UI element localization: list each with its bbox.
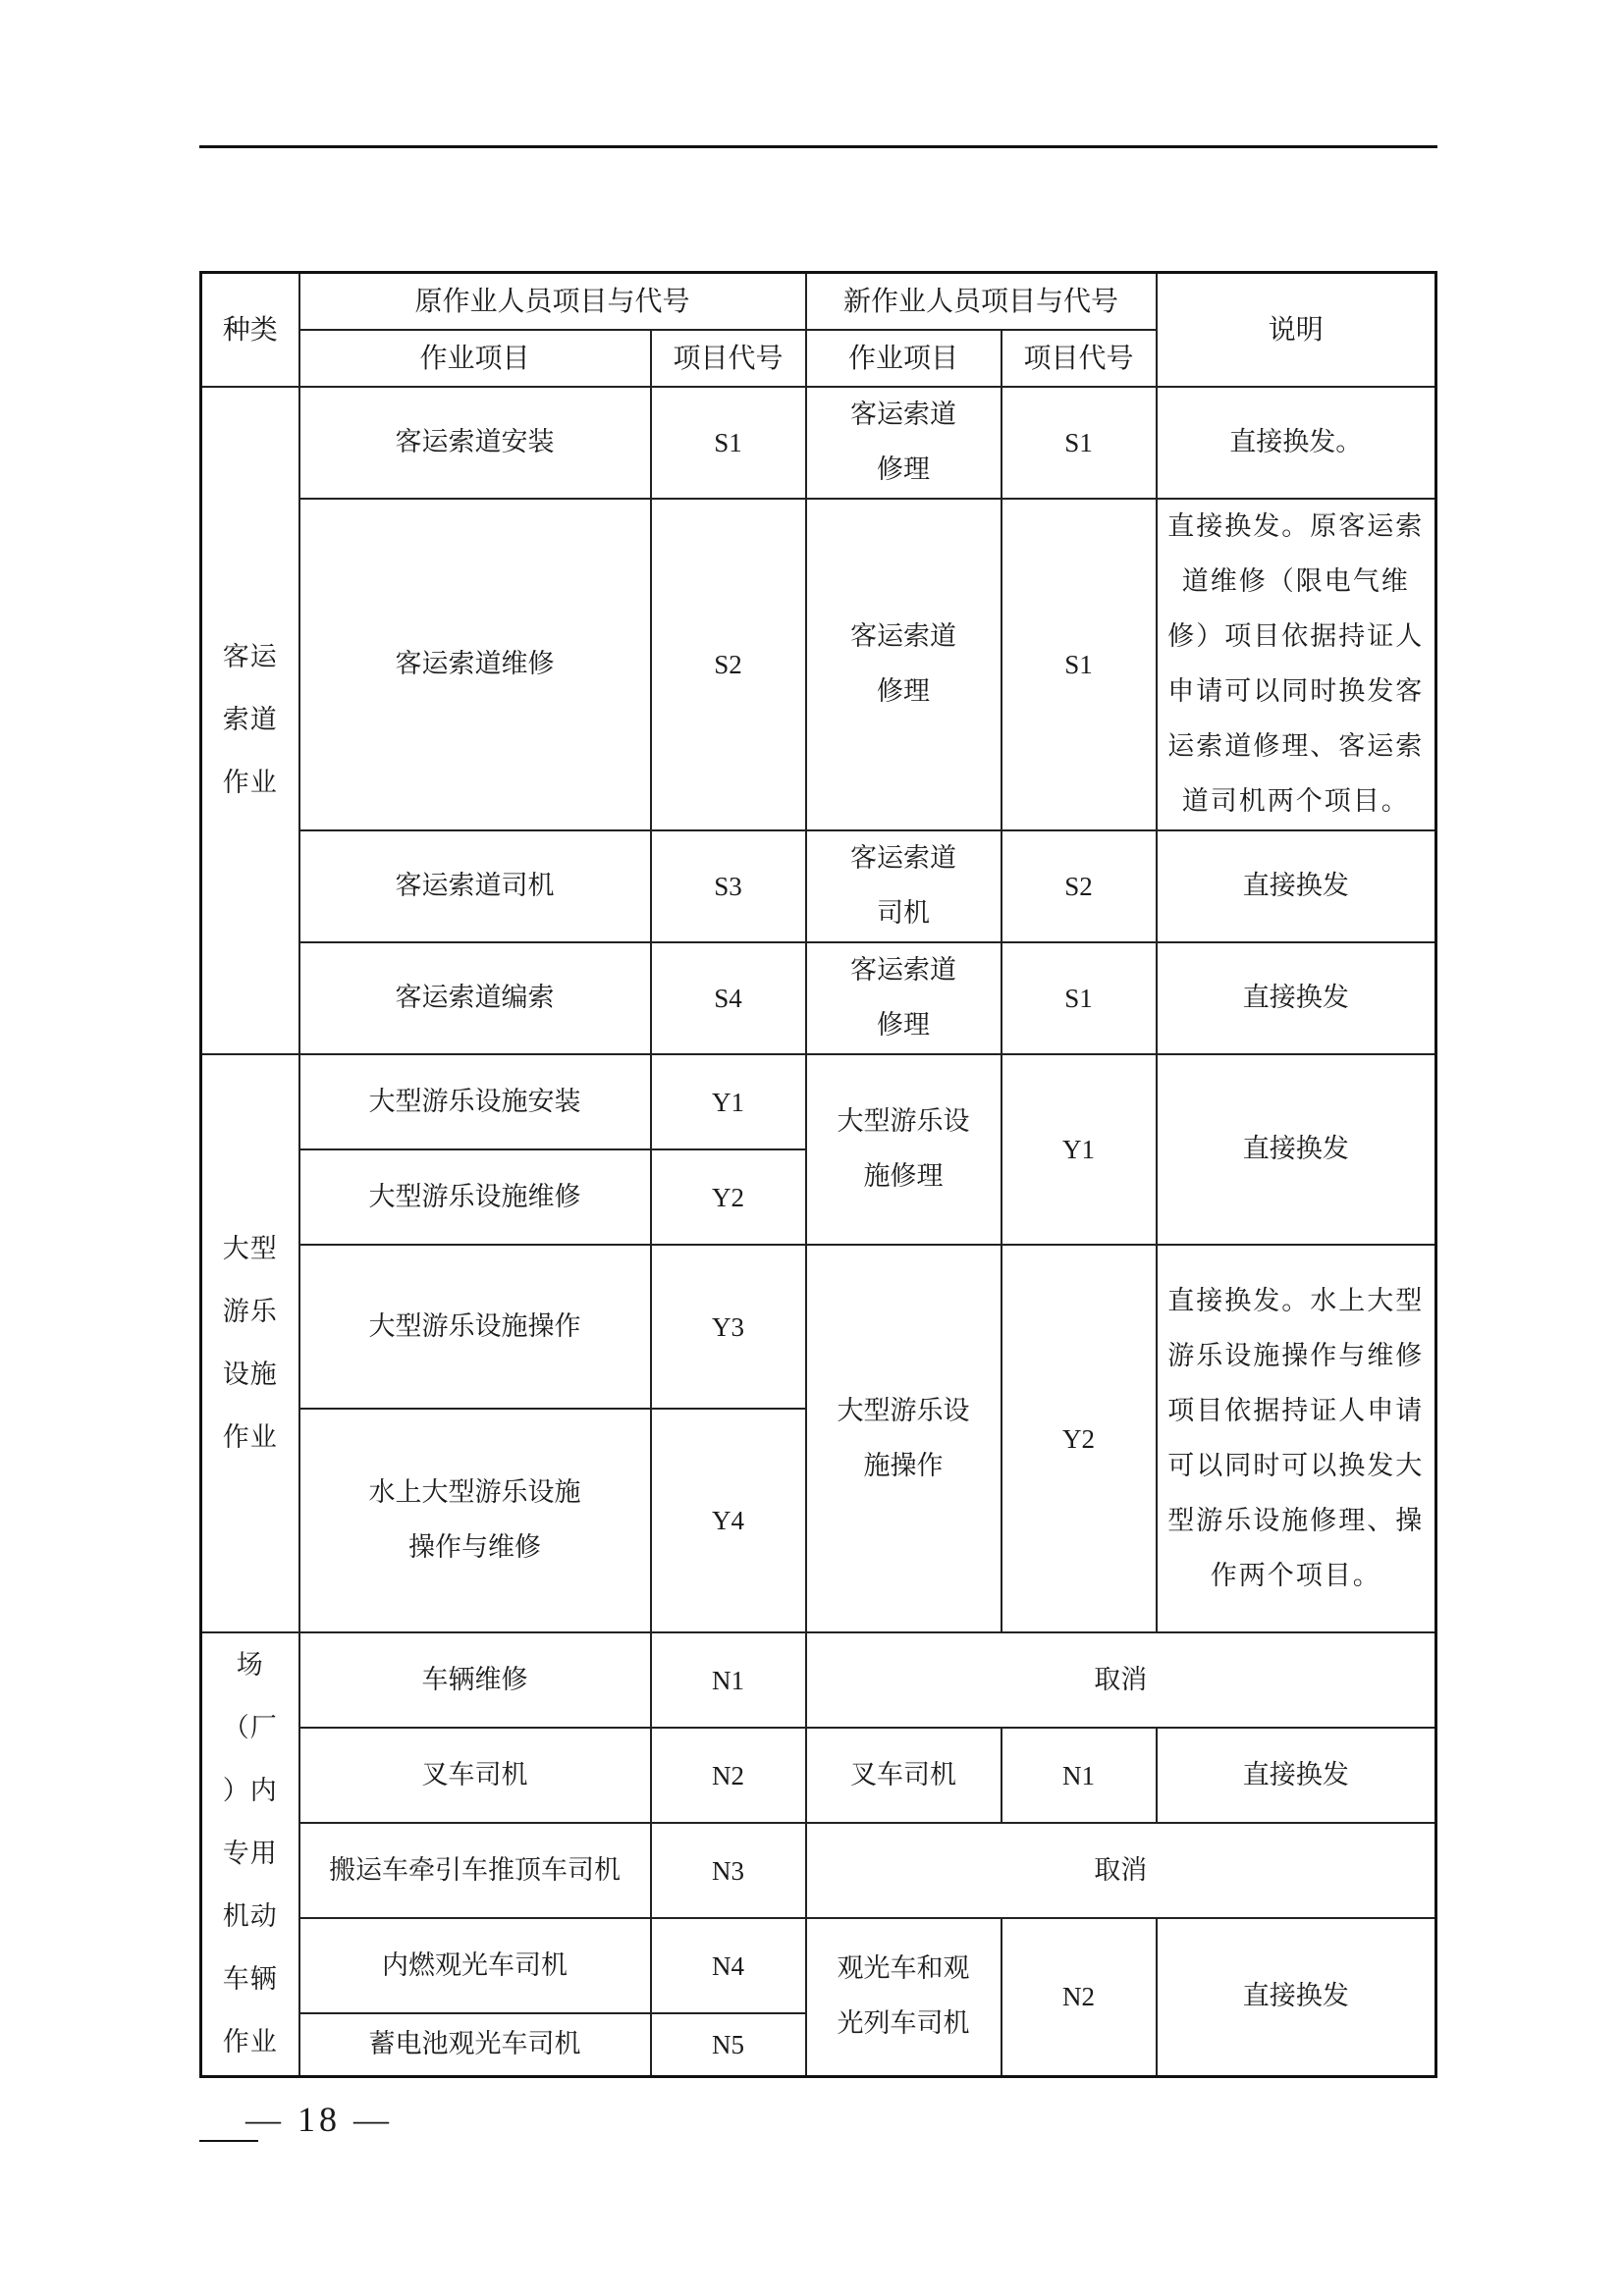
old-code: N3 [651,1823,806,1918]
old-item: 内燃观光车司机 [299,1918,651,2013]
new-item: 大型游乐设 施操作 [806,1245,1001,1632]
header-old-item: 作业项目 [299,330,651,387]
old-item: 搬运车牵引车推顶车司机 [299,1823,651,1918]
new-code: S1 [1001,387,1157,499]
category-amusement: 大型 游乐 设施 作业 [201,1054,299,1632]
new-code: Y2 [1001,1245,1157,1632]
old-item: 大型游乐设施安装 [299,1054,651,1149]
cancel-cell: 取消 [806,1632,1436,1728]
old-item: 蓄电池观光车司机 [299,2013,651,2076]
new-code: S1 [1001,942,1157,1054]
old-item: 车辆维修 [299,1632,651,1728]
header-new-group: 新作业人员项目与代号 [806,273,1157,331]
note: 直接换发。 [1157,387,1436,499]
old-item: 客运索道司机 [299,830,651,942]
note: 直接换发 [1157,830,1436,942]
old-item: 客运索道编索 [299,942,651,1054]
new-code: N2 [1001,1918,1157,2076]
header-old-group: 原作业人员项目与代号 [299,273,806,331]
header-rule [199,145,1437,148]
note: 直接换发。原客运索道维修（限电气维修）项目依据持证人申请可以同时换发客运索道修理、客运索道司机两个项目。 [1157,499,1436,830]
new-item: 大型游乐设 施修理 [806,1054,1001,1245]
new-item: 客运索道 修理 [806,499,1001,830]
old-code: Y1 [651,1054,806,1149]
cancel-cell: 取消 [806,1823,1436,1918]
header-new-code: 项目代号 [1001,330,1157,387]
old-code: N4 [651,1918,806,2013]
old-code: S2 [651,499,806,830]
old-code: Y3 [651,1245,806,1409]
category-ropeway: 客运 索道 作业 [201,387,299,1054]
note: 直接换发 [1157,942,1436,1054]
note: 直接换发。水上大型游乐设施操作与维修项目依据持证人申请可以同时可以换发大型游乐设施修理、操作两个项目。 [1157,1245,1436,1632]
new-item: 叉车司机 [806,1728,1001,1823]
header-old-code: 项目代号 [651,330,806,387]
old-item: 大型游乐设施操作 [299,1245,651,1409]
new-code: Y1 [1001,1054,1157,1245]
old-code: N5 [651,2013,806,2076]
old-code: S3 [651,830,806,942]
footer-rule [199,2140,258,2142]
old-item: 大型游乐设施维修 [299,1149,651,1245]
old-code: Y4 [651,1409,806,1632]
old-item: 客运索道维修 [299,499,651,830]
new-item: 客运索道 修理 [806,942,1001,1054]
old-item: 叉车司机 [299,1728,651,1823]
new-code: S1 [1001,499,1157,830]
new-code: S2 [1001,830,1157,942]
new-item: 客运索道 司机 [806,830,1001,942]
old-item: 客运索道安装 [299,387,651,499]
old-code: N1 [651,1632,806,1728]
old-item: 水上大型游乐设施 操作与维修 [299,1409,651,1632]
category-vehicles: 场 （厂 ）内 专用 机动 车辆 作业 [201,1632,299,2076]
old-code: N2 [651,1728,806,1823]
page-number: — 18 — [245,2100,393,2139]
header-new-item: 作业项目 [806,330,1001,387]
old-code: S1 [651,387,806,499]
new-item: 客运索道 修理 [806,387,1001,499]
note: 直接换发 [1157,1728,1436,1823]
header-kind: 种类 [201,273,299,388]
new-item: 观光车和观 光列车司机 [806,1918,1001,2076]
note: 直接换发 [1157,1918,1436,2076]
new-code: N1 [1001,1728,1157,1823]
note: 直接换发 [1157,1054,1436,1245]
certificate-conversion-table [199,271,1437,2078]
old-code: S4 [651,942,806,1054]
header-note: 说明 [1157,273,1436,388]
old-code: Y2 [651,1149,806,1245]
